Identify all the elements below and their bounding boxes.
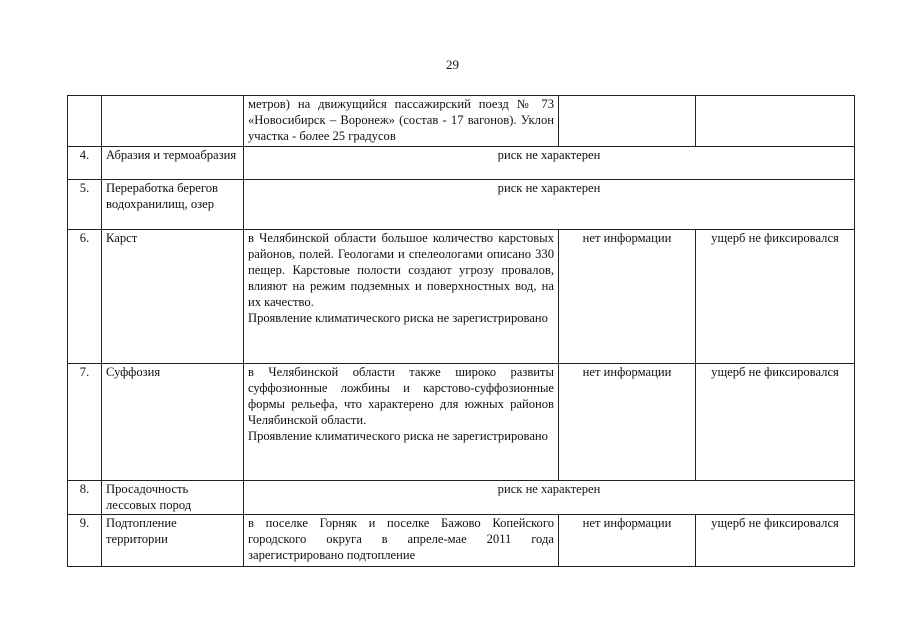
risk-not-typical-cell: риск не характерен <box>244 147 855 180</box>
row-number: 9. <box>68 515 102 567</box>
table-row <box>68 96 855 147</box>
row-number: 8. <box>68 481 102 515</box>
damage-cell: ущерб не фиксировался <box>696 230 855 364</box>
table-row <box>68 481 855 515</box>
description-paragraph: в Челябинской области большое количество карстовых районов, полей. Геологами и спелеологами описано 330 пещер. Карстовые полости создают угрозу провалов, влияют на режим подземных и поверхностных вод, на их качество. <box>248 231 554 309</box>
description-paragraph: Проявление климатического риска не зарегистрировано <box>248 311 548 325</box>
risk-name: Карст <box>102 230 244 364</box>
info-cell: нет информации <box>559 515 696 567</box>
risk-name <box>102 96 244 147</box>
risk-name: Суффозия <box>102 364 244 481</box>
row-number: 4. <box>68 147 102 180</box>
page-number: 29 <box>446 57 459 72</box>
table-row <box>68 364 855 481</box>
info-cell: нет информации <box>559 230 696 364</box>
risk-description <box>244 515 559 567</box>
risk-description <box>244 96 559 147</box>
risk-description <box>244 230 559 364</box>
info-cell <box>559 96 696 147</box>
description-paragraph: метров) на движущийся пассажирский поезд № 73 «Новосибирск – Воронеж» (состав - 17 вагонов). Уклон участка - более 25 градусов <box>248 97 554 143</box>
row-number: 6. <box>68 230 102 364</box>
risk-not-typical-cell: риск не характерен <box>244 481 855 515</box>
description-paragraph: в поселке Горняк и поселке Бажово Копейского городского округа в апреле-мае 2011 года зарегистрировано подтопление <box>248 516 554 562</box>
info-cell: нет информации <box>559 364 696 481</box>
description-paragraph: Проявление климатического риска не зарегистрировано <box>248 429 548 443</box>
table-row <box>68 147 855 180</box>
damage-cell: ущерб не фиксировался <box>696 515 855 567</box>
damage-cell: ущерб не фиксировался <box>696 364 855 481</box>
damage-cell <box>696 96 855 147</box>
risk-not-typical-cell: риск не характерен <box>244 180 855 230</box>
risk-name: Переработка берегов водохранилищ, озер <box>102 180 244 230</box>
description-paragraph: в Челябинской области также широко развиты суффозионные ложбины и карстово-суффозионные формы рельефа, что характерено для южных районов Челябинской области. <box>248 365 554 427</box>
table-row <box>68 180 855 230</box>
risk-name: Просадочность лессовых пород <box>102 481 244 515</box>
table-row <box>68 230 855 364</box>
row-number: 5. <box>68 180 102 230</box>
row-number: 7. <box>68 364 102 481</box>
row-number <box>68 96 102 147</box>
risk-name: Абразия и термоабразия <box>102 147 244 180</box>
climate-risk-table <box>67 95 855 567</box>
table-row <box>68 515 855 567</box>
risk-name: Подтопление территории <box>102 515 244 567</box>
risk-description <box>244 364 559 481</box>
